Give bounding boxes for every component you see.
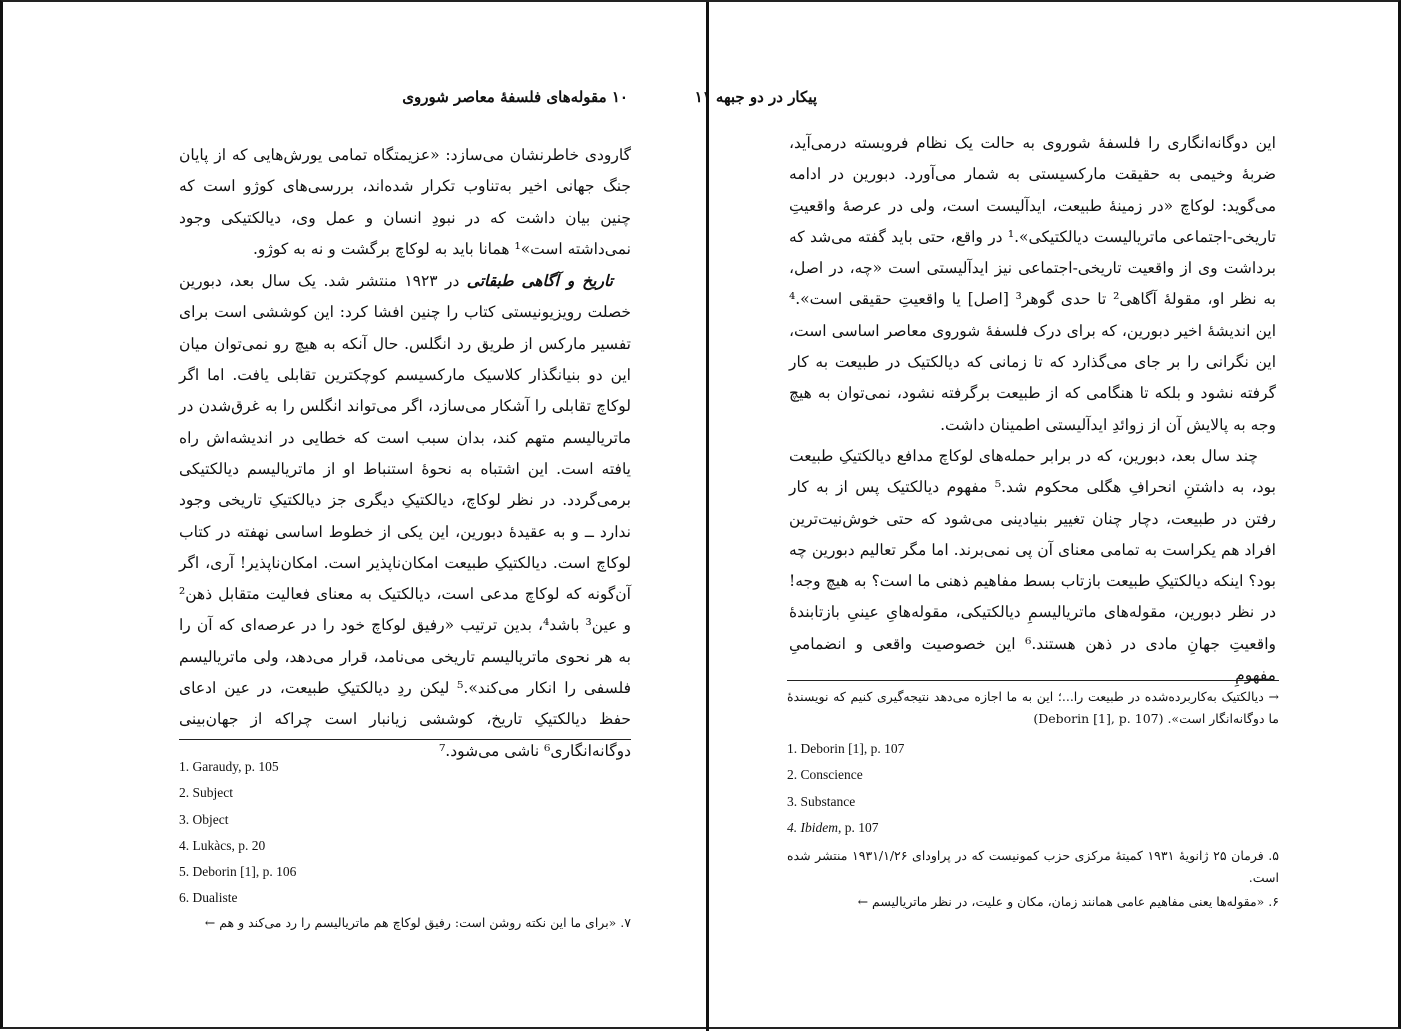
right-paragraph-1: این دوگانه‌انگاری را فلسفهٔ شوروی به حالت یک نظام فروبسته درمی‌آید، ضربهٔ وخیمی به حقیقت مارکسیستی به شمار می‌آورد. دبورین در ادامه می‌گوید: لوکاچ «در زمینهٔ طبیعت، ایدآلیست است، ولی در عرصهٔ واقعیتِ تاریخی-اجتماعی ماتریالیست دیالکتیکی».¹ در واقع، حتی باید گفته می‌شد که برداشت وی از واقعیت تاریخی-اجتماعی نیز ایدآلیستی است «چه، در اصل، به نظر او، مقولهٔ آگاهی² تا حدی گوهر³ [اصل] یا واقعیتِ حقیقی است».⁴ این اندیشهٔ اخیر دبورین، که برای درک فلسفهٔ شوروی معاصر اساسی است، این نگرانی را بر جای می‌گذارد که تا زمانی که دیالکتیک در طبیعت به کار گرفته نشود و بلکه تا هنگامی که از طبیعت برگرفته نشود، نمی‌توان به هیچ وجه به پالایش آن از زوائدِ ایدآلیستی اطمینان داشت.: [789, 134, 1276, 434]
right-footnote-2: 2. Conscience: [787, 767, 863, 783]
right-footnotes: [787, 686, 1279, 913]
left-footnote-1: 1. Garaudy, p. 105: [179, 759, 279, 774]
left-footnote-6: 6. Dualiste: [179, 890, 238, 906]
right-footnote-5: ۵. فرمان ۲۵ ژانویهٔ ۱۹۳۱ کمیتهٔ مرکزی حزب کمونیست که در پراودای ۱۹۳۱/۱/۲۶ منتشر شده است.: [787, 848, 1279, 886]
right-footnote-rule: [787, 680, 1279, 681]
left-footnote-5: 5. Deborin [1], p. 106: [179, 864, 297, 880]
right-footnote-continuation: → دیالکتیک به‌کاربرده‌شده در طبیعت را...؛ این به ما اجازه می‌دهد نتیجه‌گیری کنیم که نویسندهٔ ما دوگانه‌انگار است». (Deborin [1], p. 107): [787, 689, 1279, 726]
book-title: تاریخ و آگاهی طبقاتی: [466, 271, 613, 291]
left-page-body: [179, 140, 631, 767]
left-footnote-rule: [179, 739, 631, 740]
left-footnote-3: 3. Object: [179, 811, 229, 827]
left-page: [3, 2, 706, 1027]
right-page: [694, 2, 1401, 1027]
right-footnote-4: [787, 815, 1279, 841]
left-page-header: ۱۰ مقوله‌های فلسفهٔ معاصر شوروی: [402, 88, 628, 106]
right-footnote-4-page: , p. 107: [838, 819, 879, 835]
right-page-header: پیکار در دو جبهه ۱۱: [694, 88, 817, 106]
right-footnote-1: 1. Deborin [1], p. 107: [787, 741, 905, 756]
left-footnotes: [179, 754, 631, 934]
left-footnote-2: 2. Subject: [179, 785, 233, 801]
right-page-body: [789, 128, 1276, 691]
right-footnote-3: 3. Substance: [787, 793, 856, 809]
left-footnote-7: ۷. «برای ما این نکته روشن است: رفیق لوکاچ هم ماتریالیسم را رد می‌کند و هم ←: [204, 914, 631, 930]
left-paragraph-2-text: در ۱۹۲۳ منتشر شد. یک سال بعد، دبورین خصلت رویزیونیستی کتاب را چنین افشا کرد: این کوششی است برای تفسیر مارکس از طریق رد انگلس. حال آنکه به هیچ رو نمی‌توان میان این دو بنیانگذار کلاسیک مارکسیسم کوچکترین تقابلی یافت. اما اگر لوکاچ تقابلی را آشکار می‌سازد، اگر می‌تواند انگلس را به غرق‌شدن در ماتریالیسم متهم کند، بدان سبب است که خطایی در اندیشه‌اش راه یافته است. این اشتباه به نحوهٔ استنباط او از ماتریالیسم دیالکتیکی برمی‌گردد. در نظر لوکاچ، دیالکتیکِ دیگری جز دیالکتیکِ تاریخی وجود ندارد ــ و به عقیدهٔ دبورین، این یکی از خطوط اساسی نهفته در کتاب لوکاچ است. دیالکتیکِ طبیعت امکان‌ناپذیر است. امکان‌ناپذیر! آری، اگر آن‌گونه که لوکاچ مدعی است، دیالکتیک به معنای فعالیت متقابل ذهن² و عین³ باشد⁴، بدین ترتیب «رفیق لوکاچ خود را در عرصه‌ای که آن را به هر نحوی ماتریالیسم تاریخی می‌نامد، قرار می‌دهد، ولی ماتریالیسم فلسفی را انکار می‌کند».⁵ لیکن ردِ دیالکتیکِ طبیعت، در عین ادعای حفظ دیالکتیکِ تاریخ، کوششی زیانبار است چراکه از جهان‌بینی دوگانه‌انگاری⁶ ناشی می‌شود.⁷: [179, 272, 632, 760]
right-paragraph-2: چند سال بعد، دبورین، که در برابر حمله‌های لوکاچ مدافع دیالکتیکِ طبیعت بود، به داشتنِ انحرافِ هگلی محکوم شد.⁵ مفهوم دیالکتیک پس از به کار رفتن در طبیعت، دچار چنان تغییر بنیادینی می‌شود که حتی خوش‌نیت‌ترین افراد هم یکراست به تمامی معنای آن پی نمی‌برند. اما مگر تعالیم دبورین چه بود؟ اینکه دیالکتیکِ طبیعت بازتاب بسط مفاهیم ذهنی ما است؟ به هیچ وجه! در نظر دبورین، مقوله‌های ماتریالیسمِ دیالکتیکی، مقوله‌هایِ عینیِ بازتابندهٔ واقعیتِ جهانِ مادی در ذهن هستند.⁶ این خصوصیت واقعی و انضمامیِ مفهومِ: [789, 446, 1276, 685]
right-footnote-4-ibidem: 4. Ibidem: [787, 819, 838, 835]
left-paragraph-1: گارودی خاطرنشان می‌سازد: «عزیمتگاه تمامی یورش‌هایی که از پایان جنگ جهانی اخیر به‌تناوب تکرار شده‌اند، بررسی‌های کوژو است که چنین بیان داشت که در نبودِ انسان و عمل وی، دیالکتیکی وجود نمی‌داشته است»¹ همانا باید به لوکاچ برگشت و نه به کوژو.: [179, 146, 631, 258]
left-paragraph-2: [179, 265, 631, 767]
right-footnote-6: ۶. «مقوله‌ها یعنی مفاهیم عامی همانند زمان، مکان و علیت، در نظر ماتریالیسم ←: [857, 894, 1279, 910]
left-footnote-4: 4. Lukàcs, p. 20: [179, 837, 266, 853]
